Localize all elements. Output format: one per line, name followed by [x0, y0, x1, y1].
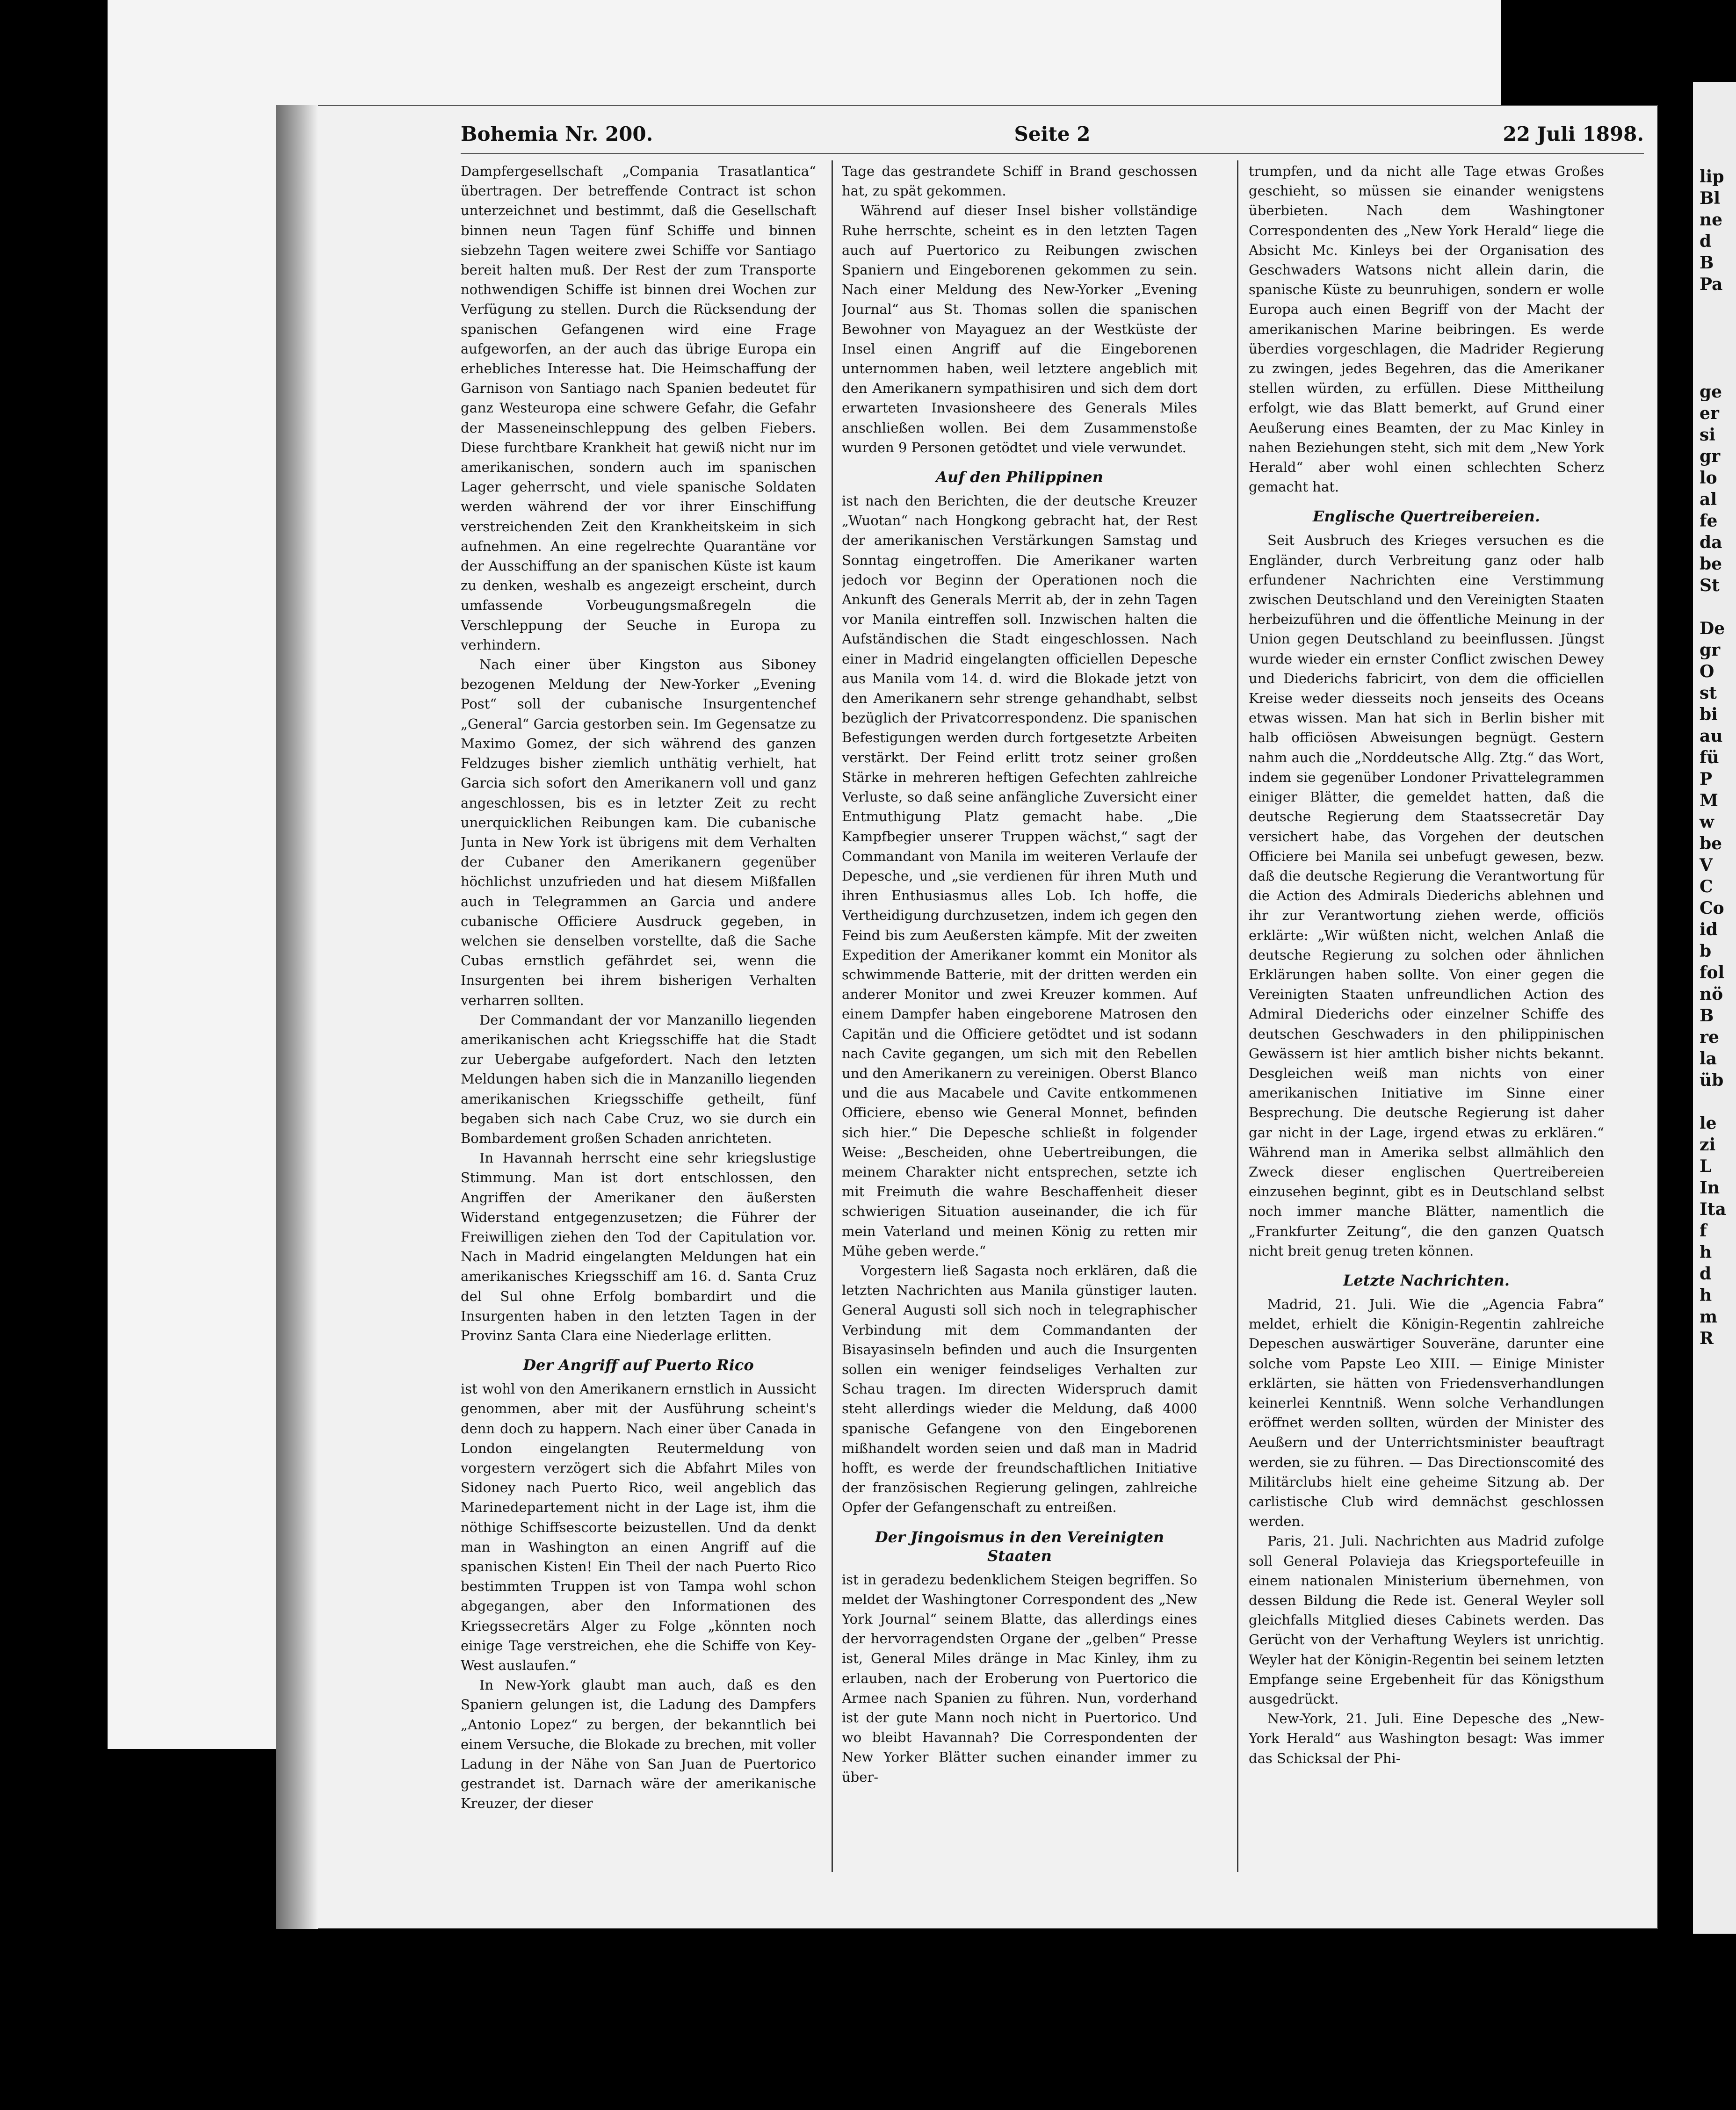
- paragraph: Paris, 21. Juli. Nachrichten aus Madrid zufolge soll General Polavieja das Kriegsportefeuille in einem nationalen Ministerium übernehmen, von dessen Bildung die Rede ist. General Weyler soll gleichfalls Mitglied dieses Cabinets werden. Das Gerücht von der Verhaftung Weylers ist unrichtig. Weyler hat der Königin-Regentin bei seinem letzten Empfange seine Ergebenheit für das Königsthum ausgedrückt.: [1249, 1533, 1604, 1707]
- page-fold-shadow: [276, 105, 318, 1929]
- column-3: [1249, 161, 1604, 1798]
- paragraph: Während auf dieser Insel bisher vollständige Ruhe herrschte, scheint es in den letzten Tagen auch auf Puertorico zu Reibungen zwischen Spaniern und Eingeborenen gekommen zu sein. Nach einer Meldung des New-Yorker „Evening Journal“ aus St. Thomas sollen die spanischen Bewohner von Mayaguez an der Westküste der Insel einen Angriff auf die Eingeborenen unternommen haben, weil letztere angeblich mit den Amerikanern sympathisiren und sich dem dort erwarteten Invasionsheere des Generals Miles anschließen wollen. Bei dem Zusammenstoße wurden 9 Personen getödtet und viele verwundet.: [842, 202, 1197, 455]
- paragraph: New-York, 21. Juli. Eine Depesche des „New-York Herald“ aus Washington besagt: Was immer das Schicksal der Phi-: [1249, 1711, 1604, 1766]
- header-page-number: Seite 2: [1014, 123, 1091, 145]
- next-page-text: lip Bl ne d B Pa ge er si gr lo al fe da be St De gr O st bi au fü P M w be V C Co id b fol nö B re la üb le zi L In Ita f h d h m R: [1700, 167, 1726, 1348]
- section-heading: Der Jingoismus in den Vereinigten Staaten: [875, 1528, 1165, 1565]
- section-heading: Englische Quertreibereien.: [1313, 507, 1540, 526]
- column-divider: [832, 160, 833, 1872]
- paragraph: trumpfen, und da nicht alle Tage etwas Großes geschieht, so müssen sie einander wenigstens überbieten. Nach dem Washingtoner Correspondenten des „New York Herald“ liege die Absicht Mc. Kinleys bei der Organisation des Geschwaders Watsons nicht allein darin, die spanische Küste zu beunruhigen, sondern er wolle Europa auch einen Begriff von der Macht der amerikanischen Marine beibringen. Es werde überdies vorgeschlagen, die Madrider Regierung zu zwingen, jedes Begehren, das die Amerikaner stellen würden, zu erfüllen. Diese Mittheilung erfolgt, wie das Blatt bemerkt, auf Grund einer Aeußerung eines Beamten, der zu Mac Kinley in nahen Beziehungen steht, sich mit dem „New York Herald“ aber wohl einen schlechten Scherz gemacht hat.: [1249, 163, 1604, 495]
- section-heading: Der Angriff auf Puerto Rico: [523, 1356, 754, 1374]
- next-page-fragment: [1693, 82, 1736, 1934]
- paragraph: Madrid, 21. Juli. Wie die „Agencia Fabra“ meldet, erhielt die Königin-Regentin zahlreiche Depeschen auswärtiger Souveräne, darunter eine solche vom Papste Leo XIII. — Einige Minister erklärten, sie hätten von Friedensverhandlungen keinerlei Kenntniß. Wenn solche Verhandlungen eröffnet werden sollten, würden der Minister des Aeußern und der Unterrichtsminister beauftragt werden, sie zu führen. — Das Directionscomité des Militärclubs hielt eine geheime Sitzung ab. Der carlistische Club wird demnächst geschlossen werden.: [1249, 1296, 1604, 1530]
- paragraph: In Havannah herrscht eine sehr kriegslustige Stimmung. Man ist dort entschlossen, den Angriffen der Amerikaner den äußersten Widerstand entgegenzusetzen; die Führer der Freiwilligen ziehen den Tod der Capitulation vor. Nach in Madrid eingelangten Meldungen hat ein amerikanisches Kriegsschiff am 16. d. Santa Cruz del Sul ohne Erfolg bombardirt und die Insurgenten haben in den letzten Tagen in der Provinz Santa Clara eine Niederlage erlitten.: [461, 1150, 816, 1344]
- paragraph: Tage das gestrandete Schiff in Brand geschossen hat, zu spät gekommen.: [842, 163, 1197, 199]
- paragraph: Dampfergesellschaft „Compania Trasatlantica“ übertragen. Der betreffende Contract ist schon unterzeichnet und bestimmt, daß die Gesellschaft binnen neun Tagen fünf Schiffe und binnen siebzehn Tagen weitere zwei Schiffe vor Santiago bereit halten muß. Der Rest der zum Transporte nothwendigen Schiffe ist binnen drei Wochen zur Verfügung zu stellen. Durch die Rücksendung der spanischen Gefangenen wird eine Frage aufgeworfen, an der auch das übrige Europa ein erhebliches Interesse hat. Die Heimschaffung der Garnison von Santiago nach Spanien bedeutet für ganz Westeuropa eine schwere Gefahr, die Gefahr der Masseneinschleppung des gelben Fiebers. Diese furchtbare Krankheit hat gewiß nicht nur im amerikanischen, sondern auch im spanischen Lager geherrscht, und viele spanische Soldaten werden während der vor ihrer Einschiffung verstreichenden Zeit den Krankheitskeim in sich aufnehmen. An eine regelrechte Quarantäne vor der Ausschiffung an der spanischen Küste ist kaum zu denken, weshalb es angezeigt erscheint, durch umfassende Vorbeugungsmaßregeln die Verschleppung der Seuche in Europa zu verhindern.: [461, 163, 816, 653]
- paragraph: Der Commandant der vor Manzanillo liegenden amerikanischen acht Kriegsschiffe hat die Stadt zur Uebergabe aufgefordert. Nach den letzten Meldungen haben sich die in Manzanillo liegenden amerikanischen Kriegsschiffe getheilt, fünf begaben sich nach Cabe Cruz, wo sie durch ein Bombardement großen Schaden anrichteten.: [461, 1012, 816, 1146]
- column-2: [842, 161, 1197, 1864]
- header-rule: [461, 153, 1644, 155]
- section-heading: Auf den Philippinen: [936, 468, 1103, 486]
- header-date: 22 Juli 1898.: [1503, 123, 1644, 145]
- paragraph: ist nach den Berichten, die der deutsche Kreuzer „Wuotan“ nach Hongkong gebracht hat, der Rest der amerikanischen Verstärkungen Samstag und Sonntag eingetroffen. Die Amerikaner warten jedoch vor Beginn der Operationen noch die Ankunft des Generals Merrit ab, der in zehn Tagen vor Manila eintreffen soll. Inzwischen halten die Aufständischen die Stadt eingeschlossen. Nach einer in Madrid eingelangten officiellen Depesche aus Manila vom 14. d. wird die Blokade jetzt von den Amerikanern sehr strenge gehandhabt, selbst bezüglich der Privatcorrespondenz. Die spanischen Befestigungen werden durch fortgesetzte Arbeiten verstärkt. Der Feind erlitt trotz seiner großen Stärke in mehreren heftigen Gefechten zahlreiche Verluste, so daß seine anfängliche Zuversicht einer Entmuthigung Platz gemacht habe. „Die Kampfbegier unserer Truppen wächst,“ sagt der Commandant von Manila im weiteren Verlaufe der Depesche, und „sie verdienen für ihren Muth und ihren Enthusiasmus alles Lob. Ich hoffe, die Vertheidigung durchzusetzen, indem ich gegen den Feind bis zum Aeußersten kämpfe. Mit der zweiten Expedition der Amerikaner kommt ein Monitor als schwimmende Batterie, mit der dritten werden ein anderer Monitor und zwei Kreuzer kommen. Auf einem Dampfer haben eingeborene Matrosen den Capitän und die Officiere getödtet und ist sodann nach Cavite gegangen, um sich mit den Rebellen und den Amerikanern zu vereinigen. Oberst Blanco und die aus Macabele und Cavite entkommenen Officiere, ebenso wie General Monnet, befinden sich hier.“ Die Depesche schließt in folgender Weise: „Bescheiden, ohne Uebertreibungen, die meinem Charakter nicht entsprechen, setzte ich mit Freimuth die wahre Beschaffenheit dieser schwierigen Situation auseinander, die ich für mein Vaterland und meinen König zu retten mir Mühe geben werde.“: [842, 493, 1197, 1259]
- page-header: [461, 117, 1644, 150]
- section-heading: Letzte Nachrichten.: [1343, 1271, 1510, 1289]
- paragraph: ist in geradezu bedenklichem Steigen begriffen. So meldet der Washingtoner Correspondent des „New York Journal“ seinem Blatte, das allerdings eines der hervorragendsten Organe der „gelben“ Presse ist, General Miles dränge in Mac Kinley, ihm zu erlauben, nach der Eroberung von Puertorico die Armee nach Spanien zu führen. Nun, vorderhand ist der gute Mann noch nicht in Puertorico. Und wo bleibt Havannah? Die Correspondenten der New Yorker Blätter suchen einander immer zu über-: [842, 1571, 1197, 1785]
- column-divider: [1237, 160, 1238, 1872]
- paragraph: Seit Ausbruch des Krieges versuchen es die Engländer, durch Verbreitung ganz oder halb erfundener Nachrichten eine Verstimmung zwischen Deutschland und den Vereinigten Staaten herbeizuführen und die öffentliche Meinung in der Union gegen Deutschland zu beeinflussen. Jüngst wurde wieder ein ernster Conflict zwischen Dewey und Diederichs fabricirt, von dem die officiellen Kreise weder diesseits noch jenseits des Oceans etwas wissen. Man hat sich in Berlin bisher mit halb officiösen Abweisungen begnügt. Gestern nahm auch die „Norddeutsche Allg. Ztg.“ das Wort, indem sie gegenüber Londoner Privattelegrammen einiger Blätter, die gemeldet hatten, daß die deutsche Regierung dem Staatssecretär Day versichert habe, das Vorgehen der deutschen Officiere bei Manila sei unbefugt gewesen, bezw. daß die deutsche Regierung die Verantwortung für die Action des Admirals Diederichs ablehnen und ihr zur Verantwortung ziehen werde, officiös erklärte: „Wir wüßten nicht, welchen Anlaß die deutsche Regierung zu solchen oder ähnlichen Erklärungen haben sollte. Von einer gegen die Vereinigten Staaten unfreundlichen Action des Admiral Diederichs oder einzelner Schiffe des deutschen Geschwaders in den philippinischen Gewässern ist hier amtlich bisher nichts bekannt. Desgleichen weiß man nichts von einer amerikanischen Initiative im Sinne einer Besprechung. Die deutsche Regierung ist daher gar nicht in der Lage, irgend etwas zu erklären.“ Während man in Amerika selbst allmählich den Zweck dieser englischen Quertreibereien einzusehen beginnt, gibt es in Deutschland selbst noch immer manche Blätter, namentlich die „Frankfurter Zeitung“, die den ganzen Quatsch nicht breit genug treten können.: [1249, 532, 1604, 1259]
- paragraph: ist wohl von den Amerikanern ernstlich in Aussicht genommen, aber mit der Ausführung scheint's denn doch zu happern. Nach einer über Canada in London eingelangten Reutermeldung von vorgestern verzögert sich die Abfahrt Miles von Sidoney nach Puerto Rico, weil angeblich das Marinedepartement nicht in der Lage ist, ihm die nöthige Schiffsescorte beizustellen. Und da denkt man in Washington an einen Angriff auf die spanischen Kisten! Ein Theil der nach Puerto Rico bestimmten Truppen ist von Tampa wohl schon abgegangen, aber den Informationen des Kriegssecretärs Alger zu Folge „könnten noch einige Tage verstreichen, ehe die Schiffe von Key-West auslaufen.“: [461, 1381, 816, 1674]
- newspaper-page: [276, 105, 1658, 1929]
- header-publication: Bohemia Nr. 200.: [461, 123, 653, 145]
- paragraph: Nach einer über Kingston aus Siboney bezogenen Meldung der New-Yorker „Evening Post“ soll der cubanische Insurgentenchef „General“ Garcia gestorben sein. Im Gegensatze zu Maximo Gomez, der sich während des ganzen Feldzuges bisher ziemlich unthätig verhielt, hat Garcia sich sofort den Amerikanern voll und ganz angeschlossen, bis es in letzter Zeit zu recht unerquicklichen Reibungen kam. Die cubanische Junta in New York ist übrigens mit dem Verhalten der Cubaner den Amerikanern gegenüber höchlichst unzufrieden und hat diesem Mißfallen auch in Telegrammen an Garcia und andere cubanische Officiere Ausdruck gegeben, in welchen sie denselben vorstellte, daß die Sache Cubas ernstlich gefährdet sei, wenn die Insurgenten bei ihrem bisherigen Verhalten verharren sollten.: [461, 657, 816, 1008]
- paragraph: In New-York glaubt man auch, daß es den Spaniern gelungen ist, die Ladung des Dampfers „Antonio Lopez“ zu bergen, der bekanntlich bei einem Versuche, die Blokade zu brechen, mit voller Ladung in der Nähe von San Juan de Puertorico gestrandet ist. Darnach wäre der amerikanische Kreuzer, der dieser: [461, 1677, 816, 1812]
- column-1: [461, 161, 816, 1887]
- paragraph: Vorgestern ließ Sagasta noch erklären, daß die letzten Nachrichten aus Manila günstiger lauten. General Augusti soll sich noch in telegraphischer Verbindung mit dem Commandanten der Bisayasinseln befinden und auch die Insurgenten sollen ein weniger feindseliges Verhalten zur Schau tragen. Im directen Widerspruch damit steht allerdings wieder die Meldung, daß 4000 spanische Gefangene von den Eingeborenen mißhandelt worden seien und daß man in Madrid hofft, es werde der freundschaftlichen Initiative der französischen Regierung gelingen, zahlreiche Opfer der Gefangenschaft zu entreißen.: [842, 1262, 1197, 1516]
